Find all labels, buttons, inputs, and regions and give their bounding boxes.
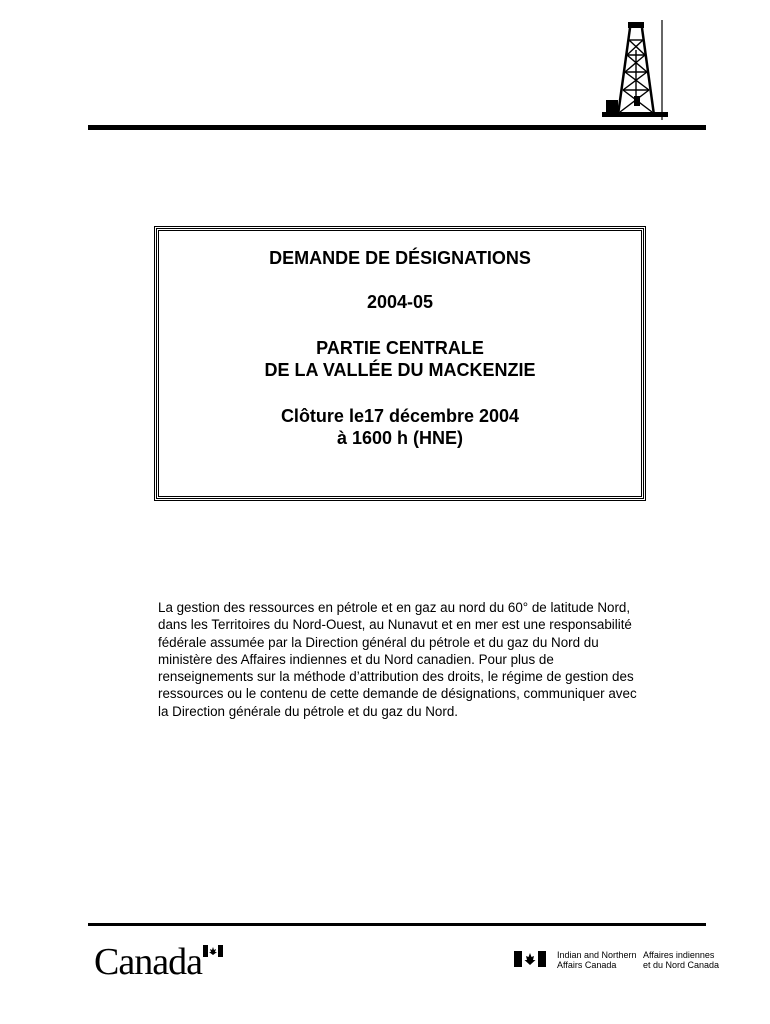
- dept-en-line-1: Indian and Northern: [557, 950, 637, 960]
- canada-flag-icon: [203, 945, 223, 957]
- title-line-1: DEMANDE DE DÉSIGNATIONS: [269, 248, 531, 268]
- title-line-4: DE LA VALLÉE DU MACKENZIE: [264, 360, 536, 380]
- canada-flag-icon: [514, 951, 546, 967]
- top-rule: [88, 125, 706, 130]
- department-name-fr: [643, 950, 719, 970]
- dept-en-line-2: Affairs Canada: [557, 960, 617, 970]
- title-line-5: Clôture le17 décembre 2004: [280, 406, 520, 426]
- canada-wordmark: Canada: [94, 941, 202, 983]
- oil-derrick-icon: [600, 20, 670, 125]
- dept-fr-line-1: Affaires indiennes: [643, 950, 715, 960]
- title-line-6: à 1600 h (HNE): [336, 428, 464, 448]
- title-line-3: PARTIE CENTRALE: [316, 338, 484, 358]
- bottom-rule: [88, 923, 706, 926]
- title-box: [156, 228, 644, 499]
- body-paragraph: La gestion des ressources en pétrole et en gaz au nord du 60° de latitude Nord, dans les Territoires du Nord-Ouest, au Nunavut et en mer est une responsabilité fédérale assumée par la Direction général du pétrole et du gaz du Nord du ministère des Affaires indiennes et du Nord canadien. Pour plus de renseignements sur la méthode d’attribution des droits, le régime de gestion des ressources ou le contenu de cette demande de désignations, communiquer avec la Direction générale du pétrole et du gaz du Nord.: [158, 600, 637, 719]
- dept-fr-line-2: et du Nord Canada: [643, 960, 720, 970]
- title-line-2: 2004-05: [366, 292, 434, 312]
- department-name-en: [557, 950, 637, 970]
